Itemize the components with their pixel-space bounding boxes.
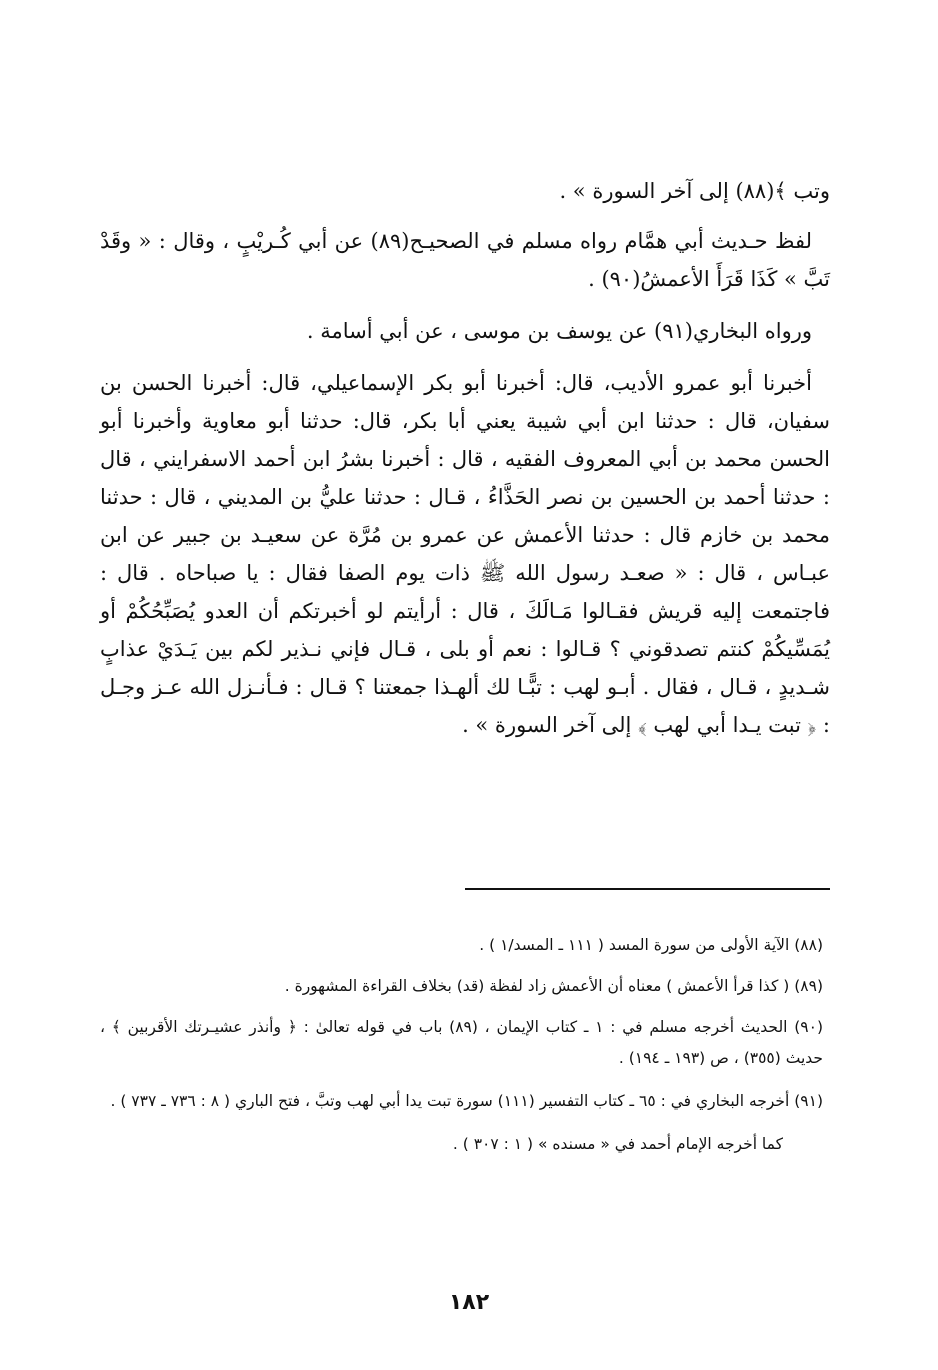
- footnote-addendum: كما أخرجه الإمام أحمد في « مسنده » ( ١ : ٣٠٧ ) .: [452, 1135, 783, 1153]
- paragraph-bukhari-narration: ورواه البخاري(٩١) عن يوسف بن موسى ، عن أبي أسامة .: [306, 319, 812, 343]
- footnote-90: (٩٠) الحديث أخرجه مسلم في : ١ ـ كتاب الإيمان ، (٨٩) باب في قوله تعالىٰ : ﴿ وأنذر عشيـرتك الأقربين ﴾ ، حديث (٣٥٥) ، ص (١٩٣ ـ ١٩٤) .: [100, 1018, 823, 1067]
- paragraph-muslim-narration: لفظ حـديث أبي همَّام رواه مسلم في الصحيـح(٨٩) عن أبي كُـريْبٍ ، وقال : « وقَدْ تَبَّ » كَذَا قَرَأَ الأعمشُ(٩٠) .: [100, 229, 830, 291]
- continuation-line: وتب ﴾(٨٨) إلى آخر السورة » .: [559, 179, 830, 203]
- main-text-body: [100, 172, 830, 744]
- paragraph-hadith-chain: أخبرنا أبو عمرو الأديب، قال: أخبرنا أبو بكر الإسماعيلي، قال: أخبرنا الحسن بن سفيان، قال : حدثنا ابن أبي شيبة يعني أبا بكر، قال: حدثنا أبو معاوية وأخبرنا أبو الحسن محمد بن أبي المعروف الفقيه ، قال : أخبرنا بشرُ ابن أحمد الاسفرايني ، قال : حدثنا أحمد بن الحسين بن نصر الحَذَّاءُ ، قـال : حدثنا عليُّ بن المديني ، قال : حدثنا محمد بن خازم قال : حدثنا الأعمش عن عمرو بن مُرَّة عن سعيـد بن جبير عن ابن عبـاس ، قال : « صعـد رسول الله ﷺ ذات يوم الصفا فقال : يا صباحاه . قال : فاجتمعت إليه قريش فقـالوا مَـالَكَ ، قال : أرأيتم لو أخبرتكم أن العدو يُصَبِّحُكُمْ أو يُمَسِّيكُمْ كنتم تصدقوني ؟ قـالوا : نعم أو بلى ، قـال فإني نـذير لكم بين يَـدَيْ عذابٍ شـديدٍ ، قـال ، فقال . أبـو لهب : تبًّـا لك ألهـذا جمعتنا ؟ قـال : فـأنـزل الله عـز وجـل : ﴿ تبت يـدا أبي لهب ﴾ إلى آخر السورة » .: [100, 371, 830, 737]
- footnote-88: (٨٨) الآية الأولى من سورة المسد ( ١١١ ـ المسد/١ ) .: [479, 936, 823, 954]
- footnotes-section: [100, 930, 823, 1170]
- footnote-89: (٨٩) ( كذا قرأ الأعمش ) معناه أن الأعمش زاد لفظة (قد) بخلاف القراءة المشهورة .: [284, 977, 823, 995]
- footnote-91: (٩١) أخرجه البخاري في : ٦٥ ـ كتاب التفسير (١١١) سورة تبت يدا أبي لهب وتبَّ ، فتح الباري ( ٨ : ٧٣٦ ـ ٧٣٧ ) .: [110, 1092, 823, 1110]
- footnote-separator: [465, 888, 830, 890]
- page-number: ١٨٢: [448, 1290, 490, 1315]
